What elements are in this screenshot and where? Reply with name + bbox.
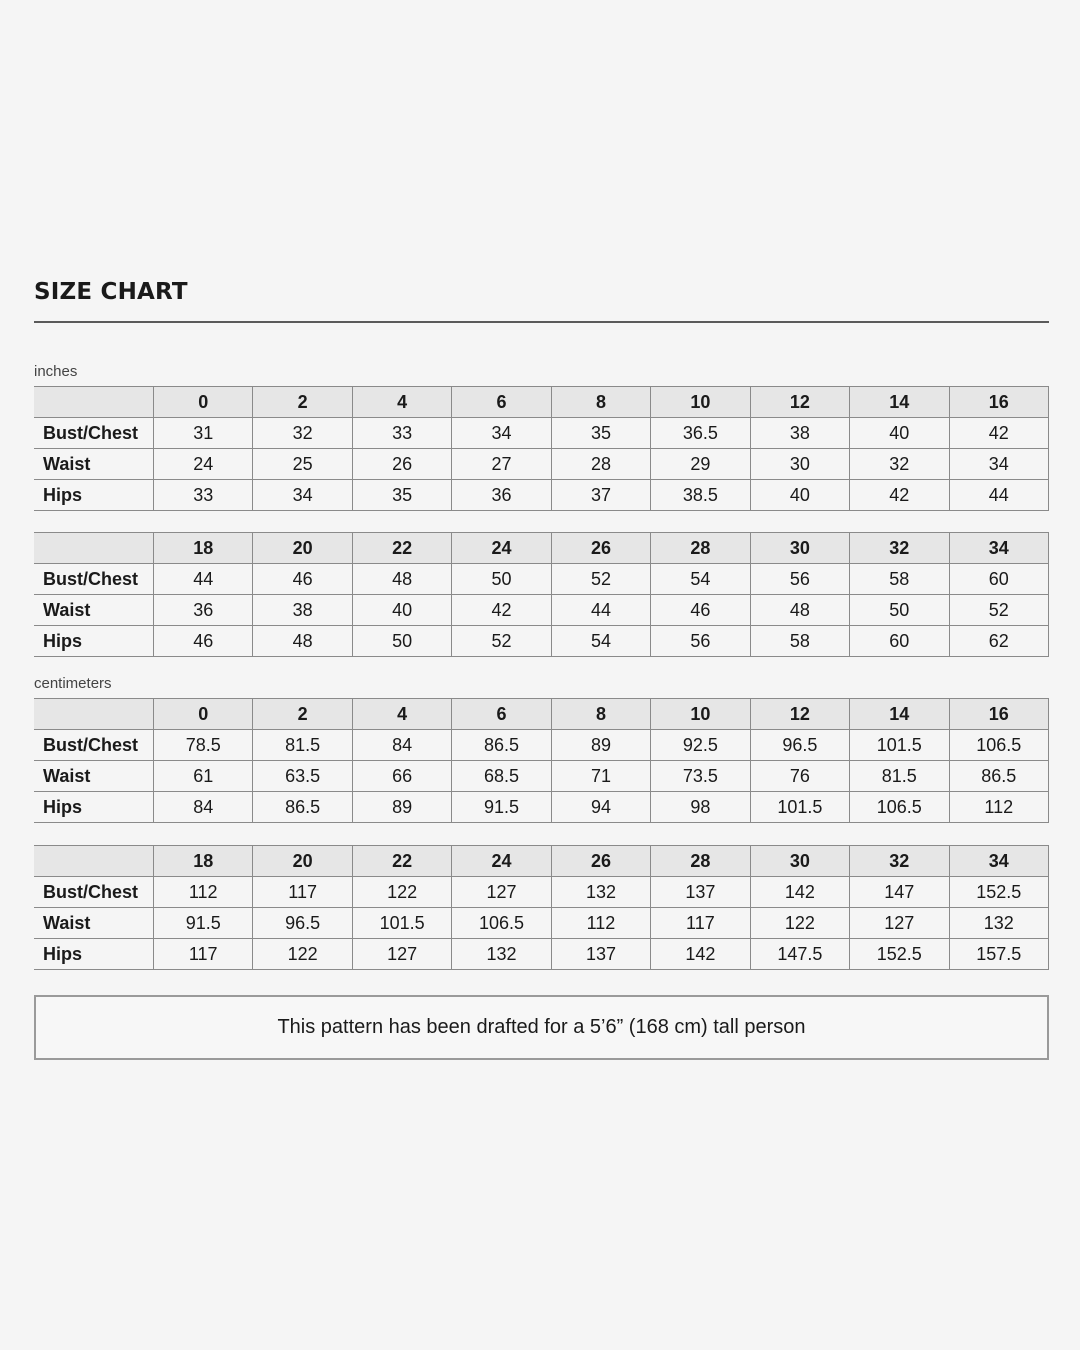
measurement-value: 76 [750, 761, 849, 792]
table-row [34, 730, 1049, 761]
size-header-row [34, 387, 1049, 418]
measurement-value: 147 [850, 877, 949, 908]
measurement-value: 60 [850, 626, 949, 657]
size-header-cell: 16 [949, 387, 1049, 418]
table-row [34, 418, 1049, 449]
measurement-value: 89 [352, 792, 451, 823]
size-header-cell: 28 [651, 533, 750, 564]
measurement-label: Bust/Chest [34, 730, 154, 761]
measurement-value: 81.5 [253, 730, 352, 761]
size-header-cell: 12 [750, 699, 849, 730]
measurement-value: 34 [452, 418, 551, 449]
size-header-cell: 18 [154, 533, 253, 564]
measurement-value: 56 [750, 564, 849, 595]
measurement-value: 34 [949, 449, 1049, 480]
measurement-value: 152.5 [850, 939, 949, 970]
measurement-value: 46 [154, 626, 253, 657]
size-header-cell: 10 [651, 387, 750, 418]
measurement-value: 132 [949, 908, 1049, 939]
measurement-label: Bust/Chest [34, 418, 154, 449]
size-header-cell: 12 [750, 387, 849, 418]
measurement-value: 73.5 [651, 761, 750, 792]
measurement-value: 25 [253, 449, 352, 480]
measurement-value: 142 [750, 877, 849, 908]
measurement-value: 60 [949, 564, 1049, 595]
measurement-value: 86.5 [452, 730, 551, 761]
size-header-cell: 30 [750, 533, 849, 564]
measurement-value: 33 [154, 480, 253, 511]
measurement-value: 127 [850, 908, 949, 939]
measurement-value: 42 [452, 595, 551, 626]
measurement-value: 36 [452, 480, 551, 511]
measurement-value: 81.5 [850, 761, 949, 792]
measurement-value: 36.5 [651, 418, 750, 449]
measurement-value: 86.5 [949, 761, 1049, 792]
height-note-box [34, 995, 1049, 1060]
table-row [34, 564, 1049, 595]
table-row [34, 449, 1049, 480]
measurement-value: 112 [154, 877, 253, 908]
measurement-value: 86.5 [253, 792, 352, 823]
height-note-text: This pattern has been drafted for a 5’6” (168 cm) tall person [277, 1016, 806, 1038]
measurement-value: 35 [551, 418, 650, 449]
measurement-label: Bust/Chest [34, 877, 154, 908]
header-corner-cell [34, 533, 154, 564]
table-row [34, 626, 1049, 657]
size-header-cell: 34 [949, 533, 1049, 564]
measurement-value: 26 [352, 449, 451, 480]
measurement-value: 157.5 [949, 939, 1049, 970]
size-header-cell: 14 [850, 699, 949, 730]
measurement-value: 48 [253, 626, 352, 657]
measurement-label: Waist [34, 449, 154, 480]
size-header-cell: 24 [452, 846, 551, 877]
unit-label-centimeters: centimeters [34, 675, 112, 692]
measurement-label: Waist [34, 908, 154, 939]
measurement-value: 106.5 [850, 792, 949, 823]
measurement-value: 96.5 [253, 908, 352, 939]
size-header-cell: 4 [352, 387, 451, 418]
size-header-row [34, 846, 1049, 877]
size-header-cell: 2 [253, 387, 352, 418]
table-row [34, 877, 1049, 908]
size-header-cell: 34 [949, 846, 1049, 877]
measurement-value: 101.5 [352, 908, 451, 939]
measurement-value: 127 [452, 877, 551, 908]
size-header-cell: 24 [452, 533, 551, 564]
page-title: SIZE CHART [34, 279, 188, 305]
measurement-value: 98 [651, 792, 750, 823]
measurement-value: 127 [352, 939, 451, 970]
title-divider [34, 321, 1049, 323]
measurement-value: 31 [154, 418, 253, 449]
table-row [34, 595, 1049, 626]
size-header-cell: 0 [154, 699, 253, 730]
size-table-inches-2 [34, 532, 1049, 657]
size-header-cell: 14 [850, 387, 949, 418]
measurement-value: 34 [253, 480, 352, 511]
size-header-cell: 32 [850, 846, 949, 877]
size-header-cell: 8 [551, 699, 650, 730]
size-header-cell: 30 [750, 846, 849, 877]
unit-label-inches: inches [34, 363, 78, 380]
measurement-value: 147.5 [750, 939, 849, 970]
header-corner-cell [34, 846, 154, 877]
size-header-cell: 20 [253, 846, 352, 877]
size-header-cell: 22 [352, 533, 451, 564]
measurement-label: Hips [34, 939, 154, 970]
size-header-row [34, 533, 1049, 564]
table-row [34, 761, 1049, 792]
size-header-cell: 26 [551, 846, 650, 877]
measurement-value: 96.5 [750, 730, 849, 761]
measurement-value: 33 [352, 418, 451, 449]
size-header-row [34, 699, 1049, 730]
size-header-cell: 8 [551, 387, 650, 418]
measurement-value: 40 [750, 480, 849, 511]
measurement-value: 30 [750, 449, 849, 480]
measurement-value: 38 [253, 595, 352, 626]
size-header-cell: 28 [651, 846, 750, 877]
measurement-value: 91.5 [154, 908, 253, 939]
measurement-value: 40 [850, 418, 949, 449]
measurement-value: 132 [551, 877, 650, 908]
measurement-label: Waist [34, 595, 154, 626]
measurement-value: 32 [850, 449, 949, 480]
measurement-value: 137 [551, 939, 650, 970]
size-header-cell: 2 [253, 699, 352, 730]
table-row [34, 939, 1049, 970]
measurement-value: 78.5 [154, 730, 253, 761]
measurement-value: 101.5 [750, 792, 849, 823]
measurement-label: Bust/Chest [34, 564, 154, 595]
measurement-value: 52 [949, 595, 1049, 626]
measurement-value: 117 [154, 939, 253, 970]
measurement-value: 112 [949, 792, 1049, 823]
measurement-label: Hips [34, 480, 154, 511]
size-header-cell: 22 [352, 846, 451, 877]
measurement-value: 62 [949, 626, 1049, 657]
measurement-value: 38.5 [651, 480, 750, 511]
measurement-value: 91.5 [452, 792, 551, 823]
measurement-value: 122 [750, 908, 849, 939]
measurement-value: 37 [551, 480, 650, 511]
measurement-value: 132 [452, 939, 551, 970]
measurement-value: 66 [352, 761, 451, 792]
measurement-value: 68.5 [452, 761, 551, 792]
size-table-inches-1 [34, 386, 1049, 511]
measurement-value: 27 [452, 449, 551, 480]
measurement-value: 50 [352, 626, 451, 657]
measurement-value: 52 [452, 626, 551, 657]
measurement-value: 106.5 [452, 908, 551, 939]
table-row [34, 480, 1049, 511]
measurement-value: 50 [850, 595, 949, 626]
measurement-value: 44 [949, 480, 1049, 511]
measurement-value: 46 [253, 564, 352, 595]
size-header-cell: 32 [850, 533, 949, 564]
size-header-cell: 16 [949, 699, 1049, 730]
measurement-value: 38 [750, 418, 849, 449]
measurement-value: 36 [154, 595, 253, 626]
measurement-value: 54 [551, 626, 650, 657]
size-table-centimeters-1 [34, 698, 1049, 823]
measurement-value: 44 [551, 595, 650, 626]
measurement-value: 56 [651, 626, 750, 657]
measurement-value: 44 [154, 564, 253, 595]
size-header-cell: 20 [253, 533, 352, 564]
measurement-value: 137 [651, 877, 750, 908]
measurement-value: 94 [551, 792, 650, 823]
measurement-value: 122 [253, 939, 352, 970]
size-header-cell: 6 [452, 387, 551, 418]
measurement-value: 117 [253, 877, 352, 908]
measurement-label: Hips [34, 626, 154, 657]
measurement-value: 63.5 [253, 761, 352, 792]
measurement-value: 35 [352, 480, 451, 511]
measurement-value: 106.5 [949, 730, 1049, 761]
measurement-value: 46 [651, 595, 750, 626]
table-row [34, 792, 1049, 823]
size-header-cell: 6 [452, 699, 551, 730]
measurement-value: 142 [651, 939, 750, 970]
measurement-value: 89 [551, 730, 650, 761]
size-header-cell: 0 [154, 387, 253, 418]
size-header-cell: 10 [651, 699, 750, 730]
measurement-value: 28 [551, 449, 650, 480]
measurement-value: 152.5 [949, 877, 1049, 908]
size-header-cell: 18 [154, 846, 253, 877]
measurement-value: 117 [651, 908, 750, 939]
measurement-value: 58 [750, 626, 849, 657]
measurement-value: 84 [352, 730, 451, 761]
measurement-label: Hips [34, 792, 154, 823]
header-corner-cell [34, 699, 154, 730]
measurement-value: 48 [750, 595, 849, 626]
measurement-value: 52 [551, 564, 650, 595]
measurement-value: 58 [850, 564, 949, 595]
measurement-value: 54 [651, 564, 750, 595]
measurement-value: 50 [452, 564, 551, 595]
measurement-label: Waist [34, 761, 154, 792]
measurement-value: 29 [651, 449, 750, 480]
measurement-value: 42 [850, 480, 949, 511]
measurement-value: 32 [253, 418, 352, 449]
measurement-value: 71 [551, 761, 650, 792]
measurement-value: 24 [154, 449, 253, 480]
measurement-value: 48 [352, 564, 451, 595]
measurement-value: 84 [154, 792, 253, 823]
measurement-value: 101.5 [850, 730, 949, 761]
measurement-value: 61 [154, 761, 253, 792]
measurement-value: 42 [949, 418, 1049, 449]
size-header-cell: 4 [352, 699, 451, 730]
size-table-centimeters-2 [34, 845, 1049, 970]
table-row [34, 908, 1049, 939]
header-corner-cell [34, 387, 154, 418]
size-header-cell: 26 [551, 533, 650, 564]
measurement-value: 40 [352, 595, 451, 626]
measurement-value: 122 [352, 877, 451, 908]
measurement-value: 112 [551, 908, 650, 939]
measurement-value: 92.5 [651, 730, 750, 761]
